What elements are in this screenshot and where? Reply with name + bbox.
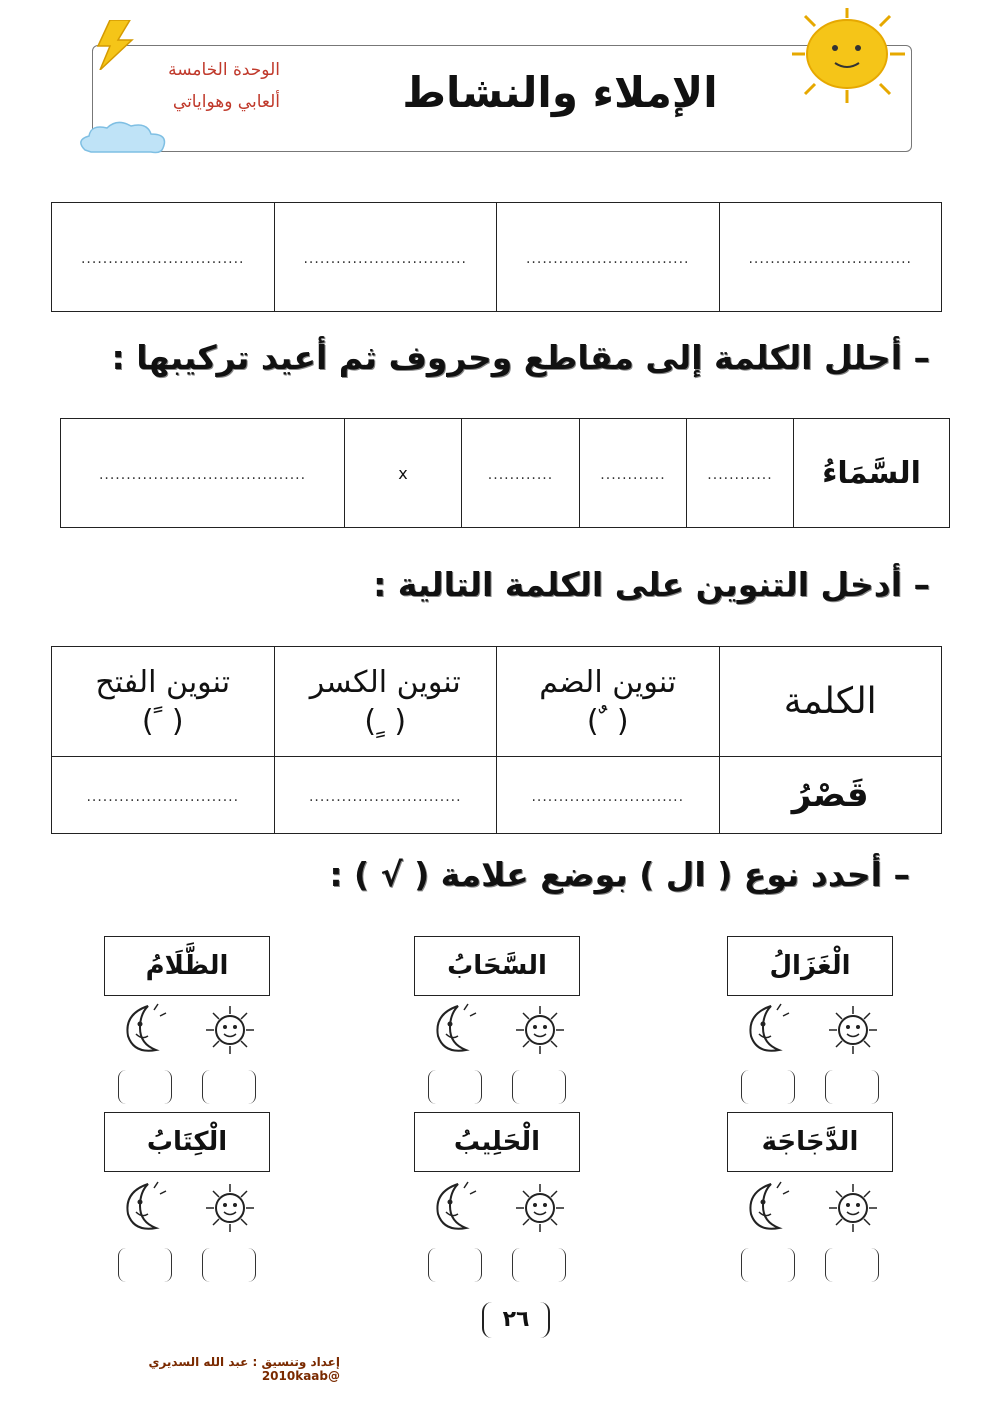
- blank-line[interactable]: ..............................: [748, 250, 912, 267]
- sun-icon: [790, 8, 920, 108]
- moon-icon: [428, 1000, 480, 1062]
- answer-bracket[interactable]: [741, 1070, 795, 1104]
- moon-icon: [118, 1178, 170, 1240]
- top-blank-table: [51, 202, 942, 312]
- blank-line[interactable]: ............: [600, 466, 666, 483]
- word-box: الدَّجَاجَة: [727, 1112, 893, 1172]
- sun-icon: [204, 1004, 256, 1060]
- header-tanween-damm: تنوين الضم: [539, 664, 677, 700]
- answer-bracket[interactable]: [512, 1070, 566, 1104]
- answer-bracket[interactable]: [825, 1070, 879, 1104]
- answer-bracket[interactable]: [202, 1070, 256, 1104]
- answer-bracket[interactable]: [428, 1248, 482, 1282]
- answer-bracket[interactable]: [202, 1248, 256, 1282]
- question-1-title: – أحلل الكلمة إلى مقاطع وحروف ثم أعيد تركيبها :: [111, 338, 930, 377]
- mark-fath: ( ً ): [141, 703, 184, 739]
- answer-bracket[interactable]: [825, 1248, 879, 1282]
- sun-icon: [827, 1004, 879, 1060]
- answer-line[interactable]: ......................................: [98, 466, 307, 483]
- header-word: الكلمة: [719, 647, 942, 757]
- blank-line[interactable]: ............: [707, 466, 773, 483]
- answer-bracket[interactable]: [512, 1248, 566, 1282]
- answer-bracket[interactable]: [741, 1248, 795, 1282]
- word-box: السَّحَابُ: [414, 936, 580, 996]
- tanween-table: [51, 646, 942, 834]
- moon-icon: [118, 1000, 170, 1062]
- mark-damm: ( ٌ ): [586, 703, 629, 739]
- question-2-title: – أدخل التنوين على الكلمة التالية :: [373, 565, 930, 604]
- answer-bracket[interactable]: [428, 1070, 482, 1104]
- word-box: الْغَزَالُ: [727, 936, 893, 996]
- sun-icon: [514, 1004, 566, 1060]
- blank-line[interactable]: ..............................: [80, 250, 245, 267]
- mark-kasr: ( ٍ ): [364, 703, 407, 739]
- header-tanween-fath: تنوين الفتح: [95, 664, 231, 700]
- sun-icon: [514, 1182, 566, 1238]
- answer-line[interactable]: ............................: [86, 788, 240, 805]
- question-3-title: – أحدد نوع ( ال ) بوضع علامة ( √ ) :: [329, 855, 910, 894]
- moon-icon: [741, 1000, 793, 1062]
- blank-line[interactable]: ..............................: [525, 250, 690, 267]
- page-title: الإملاء والنشاط: [402, 68, 718, 117]
- blank-line[interactable]: ............: [487, 466, 554, 483]
- cloud-icon: [75, 118, 175, 158]
- word-box: الظَّلَامُ: [104, 936, 270, 996]
- header-tanween-kasr: تنوين الكسر: [309, 664, 461, 700]
- syllable-table: [60, 418, 950, 528]
- blank-line[interactable]: ..............................: [303, 250, 467, 267]
- credit-line: إعداد وتنسيق : عبد الله السديري @2010kaab: [148, 1355, 340, 1383]
- word-box: الْحَلِيبُ: [414, 1112, 580, 1172]
- word-cell: السَّمَاءُ: [794, 419, 950, 528]
- page-number: ٢٦: [482, 1302, 550, 1338]
- unit-title: الوحدة الخامسة: [168, 60, 280, 80]
- word-cell: قَصْرُ: [719, 757, 942, 834]
- word-box: الْكِتَابُ: [104, 1112, 270, 1172]
- answer-line[interactable]: ............................: [531, 788, 685, 805]
- answer-bracket[interactable]: [118, 1070, 172, 1104]
- moon-icon: [741, 1178, 793, 1240]
- sun-icon: [827, 1182, 879, 1238]
- answer-bracket[interactable]: [118, 1248, 172, 1282]
- unit-subtitle: ألعابي وهواياتي: [172, 92, 280, 112]
- mark-cell: x: [345, 419, 462, 528]
- answer-line[interactable]: ............................: [308, 788, 462, 805]
- sun-icon: [204, 1182, 256, 1238]
- moon-icon: [428, 1178, 480, 1240]
